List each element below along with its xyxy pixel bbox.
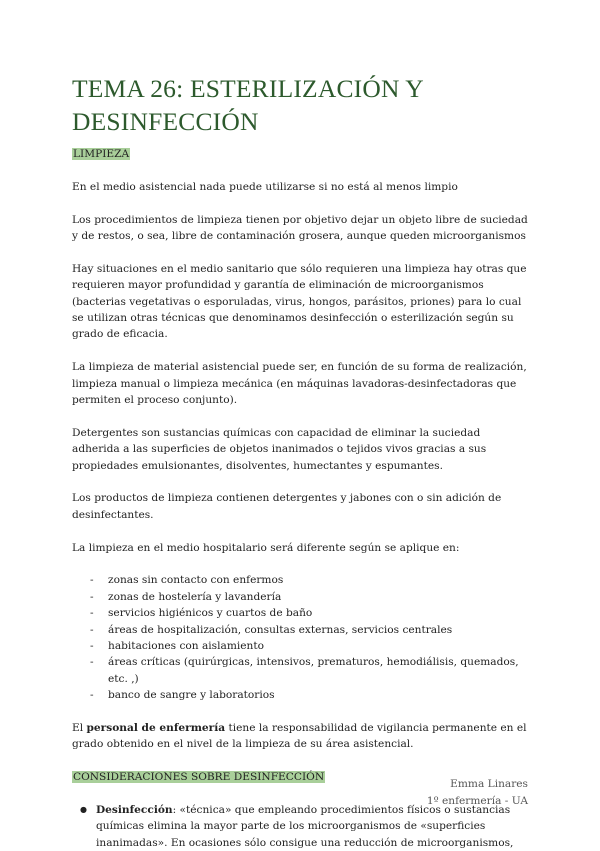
list-item: - servicios higiénicos y cuartos de baño bbox=[72, 605, 528, 621]
paragraph-8-pre: El bbox=[72, 722, 87, 735]
paragraph-5: Detergentes son sustancias químicas con capacidad de eliminar la suciedad adherida a las superficies de objetos inanimados o tejidos vivos gracias a sus propiedades emulsionantes, disolventes, humectantes y espumantes. bbox=[72, 426, 487, 472]
list-item: - áreas críticas (quirúrgicas, intensivos, prematuros, hemodiálisis, quemados, etc. ,) bbox=[72, 654, 528, 687]
page-title: TEMA 26: ESTERILIZACIÓN Y DESINFECCIÓN bbox=[72, 74, 423, 136]
footer-course: 1º enfermería - UA bbox=[426, 795, 528, 807]
document-body bbox=[72, 146, 528, 851]
section-limpieza bbox=[72, 146, 528, 162]
list-item: - zonas de hostelería y lavandería bbox=[72, 589, 528, 605]
desinfeccion-definition: : «técnica» que empleando procedimientos físicos o sustancias químicas elimina la mayor parte de los microorganismos de «superficies inanimadas». En ocasiones sólo consigue una reducción de microorganismos, bbox=[96, 804, 514, 849]
section-heading-desinfeccion: CONSIDERACIONES SOBRE DESINFECCIÓN bbox=[73, 771, 325, 784]
list-item: - banco de sangre y laboratorios bbox=[72, 687, 528, 703]
paragraph-3: Hay situaciones en el medio sanitario que sólo requieren una limpieza hay otras que requieren mayor profundidad y garantía de eliminación de microorganismos (bacterias vegetativas o esporuladas, virus, hongos, parásitos, priones) para lo cual se utilizan otras técnicas que denominamos desinfección o esterilización según su grado de eficacia. bbox=[72, 262, 527, 341]
list-item: - zonas sin contacto con enfermos bbox=[72, 572, 528, 588]
paragraph-8-bold: personal de enfermería bbox=[86, 722, 226, 735]
paragraph-7: La limpieza en el medio hospitalario será diferente según se aplique en: bbox=[72, 541, 460, 554]
list-item: - áreas de hospitalización, consultas externas, servicios centrales bbox=[72, 622, 528, 638]
paragraph-6: Los productos de limpieza contienen detergentes y jabones con o sin adición de desinfectantes. bbox=[72, 492, 502, 521]
paragraph-8 bbox=[72, 720, 528, 753]
footer-author: Emma Linares bbox=[450, 778, 528, 790]
desinfeccion-term: Desinfección bbox=[96, 804, 173, 817]
paragraph-2: Los procedimientos de limpieza tienen por objetivo dejar un objeto libre de suciedad y de restos, o sea, libre de contaminación grosera, aunque queden microorganismos bbox=[72, 213, 528, 242]
areas-list bbox=[72, 572, 528, 703]
page-footer bbox=[427, 776, 528, 810]
list-item: - habitaciones con aislamiento bbox=[72, 638, 528, 654]
paragraph-4: La limpieza de material asistencial puede ser, en función de su forma de realización, limpieza manual o limpieza mecánica (en máquinas lavadoras-desinfectadoras que permiten el proceso conjunto). bbox=[72, 361, 527, 407]
paragraph-8-post: tiene la responsabilidad de vigilancia permanente en el grado obtenido en el nivel de la limpieza de su área asistencial. bbox=[72, 722, 527, 751]
section-heading-limpieza: LIMPIEZA bbox=[73, 148, 130, 160]
paragraph-1: En el medio asistencial nada puede utilizarse si no está al menos limpio bbox=[72, 180, 458, 193]
